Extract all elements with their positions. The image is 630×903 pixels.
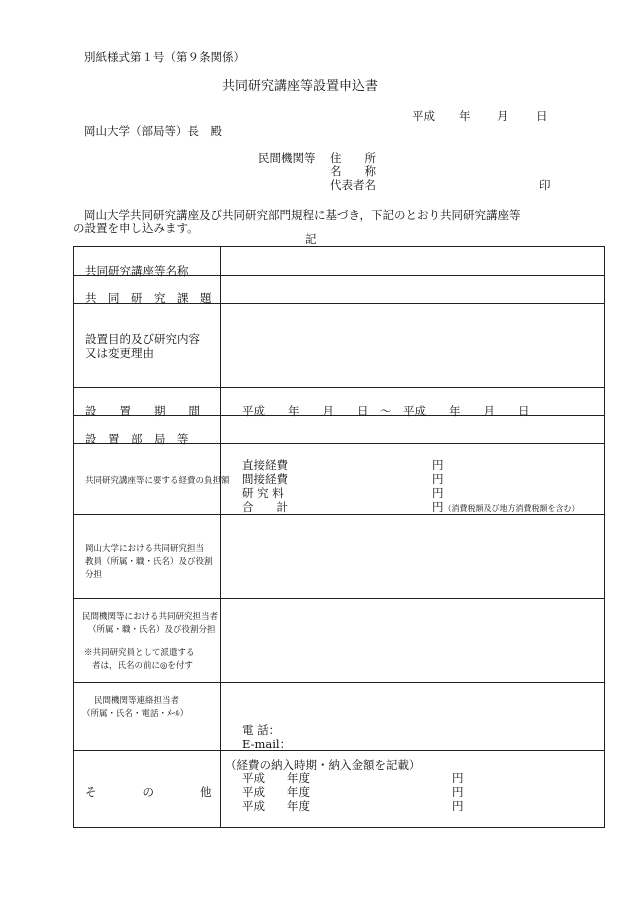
contact-label <box>82 695 188 721</box>
page-title: 共同研究講座等設置申込書 <box>222 79 379 94</box>
expense-items <box>242 458 288 514</box>
dispatch-note-line1: ※共同研究員として派遣する <box>84 648 195 658</box>
yen-unit: 円 <box>452 785 464 799</box>
total-label: 合 計 <box>242 500 288 514</box>
yen-unit: 円 <box>432 472 444 486</box>
contact-label-line1: 民間機関等連絡担当者 <box>94 696 180 706</box>
date-era: 平成 <box>412 109 435 123</box>
application-table <box>73 246 605 828</box>
yen-unit: 円 <box>432 500 444 514</box>
yen-unit: 円 <box>452 799 464 813</box>
label-private-staff <box>74 599 221 683</box>
okayama-staff-label-line1: 岡山大学における共同研究担当 <box>85 544 205 554</box>
indirect-expense-label: 間接経費 <box>242 472 288 486</box>
era-label: 平成 <box>242 785 265 799</box>
date-year: 年 <box>459 109 471 123</box>
row-course-name <box>74 247 605 276</box>
dispatch-note-line2: 者は，氏名の前に◎を付す <box>92 661 193 671</box>
other-header: （経費の納入時期・納入金額を記載） <box>225 758 421 772</box>
tax-note: （消費税額及び地方消費税額を含む） <box>443 504 580 513</box>
course-name-label: 共同研究講座等名称 <box>85 264 189 278</box>
yen-unit: 円 <box>432 486 444 500</box>
row-expense <box>74 444 605 515</box>
expense-label: 共同研究講座等に要する経費の負担額 <box>85 476 230 486</box>
payment-line <box>242 785 464 799</box>
payment-line <box>242 771 464 785</box>
intro-text-line2: の設置を申し込みます。 <box>73 221 199 235</box>
row-department <box>74 416 605 444</box>
era-label: 平成 <box>242 799 265 813</box>
label-research-topic <box>74 276 221 304</box>
course-name-field[interactable] <box>221 247 605 276</box>
seal-mark: 印 <box>539 178 551 192</box>
research-topic-field[interactable] <box>221 276 605 304</box>
row-other <box>74 751 605 828</box>
fiscal-year-label: 年度 <box>287 799 310 813</box>
period-value: 平成 年 月 日 ～ 平成 年 月 日 <box>242 404 530 418</box>
label-course-name <box>74 247 221 276</box>
applicant-name-label: 名 称 <box>330 164 376 178</box>
ki-label: 記 <box>305 232 317 246</box>
era-label: 平成 <box>242 771 265 785</box>
okayama-staff-field[interactable] <box>221 515 605 599</box>
addressee: 岡山大学（部局等）長 殿 <box>84 124 222 138</box>
phone-label: 電 話： <box>242 723 281 737</box>
label-okayama-staff <box>74 515 221 599</box>
date-month: 月 <box>497 109 509 123</box>
label-contact <box>74 683 221 751</box>
okayama-staff-label <box>85 543 220 582</box>
row-private-staff <box>74 599 605 683</box>
row-okayama-staff <box>74 515 605 599</box>
contact-label-line2: （所属・氏名・電話・ﾒｰﾙ） <box>82 709 189 719</box>
expense-yen-column <box>432 458 580 516</box>
label-period <box>74 388 221 416</box>
form-id: 別紙様式第１号（第９条関係） <box>84 50 245 64</box>
yen-unit: 円 <box>432 458 444 472</box>
applicant-address-label: 住 所 <box>330 151 376 165</box>
direct-expense-label: 直接経費 <box>242 458 288 472</box>
other-label: そ の 他 <box>85 785 212 799</box>
purpose-label-line1: 設置目的及び研究内容 <box>85 332 200 346</box>
label-expense <box>74 444 230 515</box>
department-label: 設 置 部 局 等 <box>85 432 189 446</box>
other-lines <box>242 771 464 813</box>
row-purpose <box>74 304 605 388</box>
yen-unit: 円 <box>452 771 464 785</box>
applicant-org-label: 民間機関等 <box>258 151 316 165</box>
fiscal-year-label: 年度 <box>287 785 310 799</box>
label-department <box>74 416 221 444</box>
email-label: E-mail： <box>242 737 292 751</box>
payment-line <box>242 799 464 813</box>
research-topic-label: 共 同 研 究 課 題 <box>85 291 212 305</box>
purpose-label-line2: 又は変更理由 <box>85 346 154 360</box>
label-other <box>74 751 221 828</box>
fiscal-year-label: 年度 <box>287 771 310 785</box>
purpose-label <box>85 332 200 360</box>
label-purpose <box>74 304 221 388</box>
contact-field[interactable] <box>221 683 605 751</box>
okayama-staff-label-line2: 教員（所属・職・氏名）及び役割分担 <box>85 557 213 580</box>
department-field[interactable] <box>221 416 605 444</box>
contact-lines <box>242 723 291 751</box>
expense-field[interactable] <box>221 444 605 515</box>
row-contact <box>74 683 605 751</box>
spacer <box>82 637 218 647</box>
date-day: 日 <box>536 109 548 123</box>
intro-text-line1: 岡山大学共同研究講座及び共同研究部門規程に基づき，下記のとおり共同研究講座等 <box>84 208 521 222</box>
private-staff-label <box>82 611 218 673</box>
row-period <box>74 388 605 416</box>
period-label: 設 置 期 間 <box>85 404 200 418</box>
research-fee-label: 研 究 料 <box>242 486 284 500</box>
other-field[interactable] <box>221 751 605 828</box>
private-staff-label-line2: （所属・職・氏名）及び役割分担 <box>88 625 216 635</box>
period-field[interactable] <box>221 388 605 416</box>
row-research-topic <box>74 276 605 304</box>
applicant-rep-label: 代表者名 <box>330 178 376 192</box>
private-staff-label-line1: 民間機関等における共同研究担当者 <box>82 612 219 622</box>
private-staff-field[interactable] <box>221 599 605 683</box>
purpose-field[interactable] <box>221 304 605 388</box>
